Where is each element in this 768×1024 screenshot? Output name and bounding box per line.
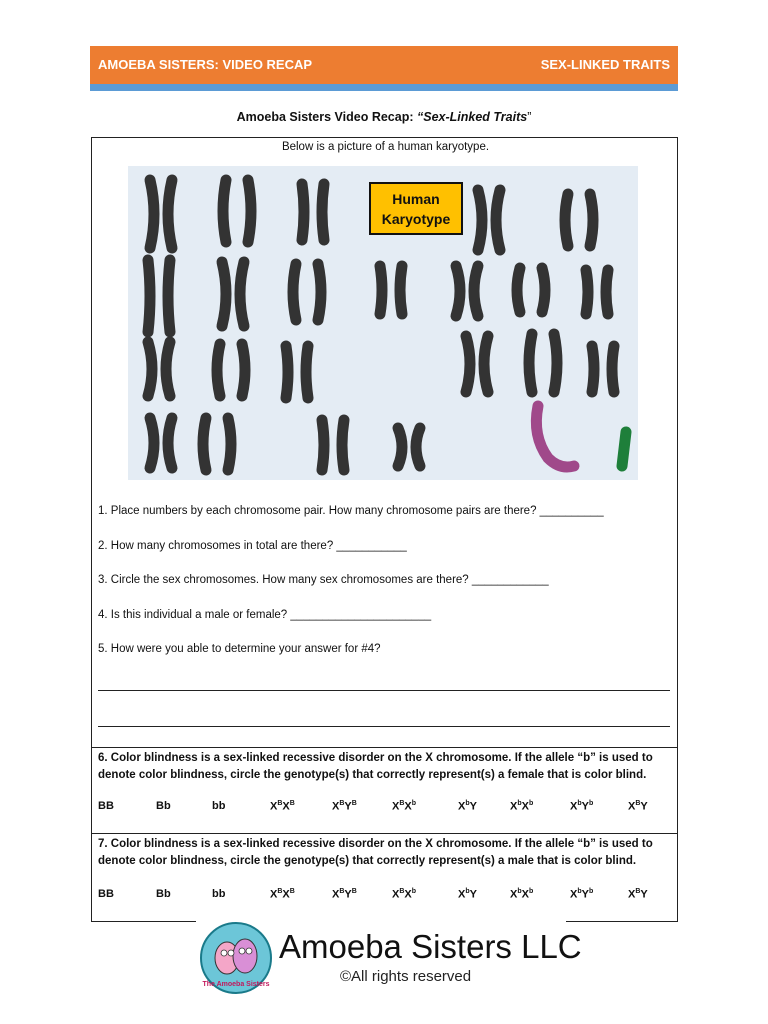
y-chromosome: [622, 432, 626, 466]
genotype-option[interactable]: BB: [98, 800, 114, 812]
header-underline: [90, 84, 678, 91]
chromosome: [612, 346, 614, 392]
karyotype-label: [370, 183, 462, 234]
chromosome: [242, 344, 245, 396]
karyotype-section: [91, 137, 678, 748]
question-5: 5. How were you able to determine your answer for #4?: [98, 643, 381, 655]
genotype-option[interactable]: $X^bX^b$: [510, 888, 534, 901]
chromosome: [416, 428, 420, 466]
chromosome: [293, 264, 296, 320]
logo-text: The Amoeba Sisters: [202, 981, 270, 988]
chromosome: [148, 342, 152, 396]
chromosome: [168, 180, 172, 248]
header-left-title: AMOEBA SISTERS: VIDEO RECAP: [98, 57, 313, 72]
genotype-option[interactable]: $X^BX^B$: [270, 800, 295, 813]
chromosome: [217, 344, 220, 396]
chromosome: [150, 180, 154, 248]
chromosome: [400, 266, 402, 314]
chromosome: [168, 418, 172, 468]
genotype-option[interactable]: $X^BX^b$: [392, 800, 417, 813]
chromosome: [565, 194, 568, 246]
genotype-option[interactable]: $X^BX^B$: [270, 888, 295, 901]
karyotype-image: [128, 166, 638, 480]
genotype-option[interactable]: $X^BY$: [628, 800, 648, 813]
chromosome: [466, 336, 470, 392]
chromosome: [342, 420, 344, 470]
genotype-option[interactable]: $X^bY$: [458, 888, 477, 901]
chromosome: [529, 334, 532, 392]
chromosome: [222, 262, 226, 326]
answer-line-2[interactable]: [98, 726, 670, 727]
genotype-option[interactable]: $X^BY$: [628, 888, 648, 901]
chromosome: [228, 418, 231, 470]
label-line-2: Karyotype: [381, 211, 451, 227]
genotype-option[interactable]: Bb: [156, 888, 171, 900]
chromosome: [240, 262, 244, 326]
chromosome: [517, 268, 520, 312]
genotype-option[interactable]: $X^BY^B$: [332, 888, 357, 901]
genotype-option[interactable]: $X^bY$: [458, 800, 477, 813]
question-2: 2. How many chromosomes in total are there? ___________: [98, 540, 407, 552]
genotype-option[interactable]: $X^bY^b$: [570, 888, 594, 901]
label-line-1: Human: [392, 191, 440, 207]
chromosome: [302, 184, 304, 240]
question-7-text: 7. Color blindness is a sex-linked recessive disorder on the X chromosome. If the allele “b” is used to denote color blindness, circle the genotype(s) that correctly represent(s) a male that is color blind.: [98, 838, 653, 867]
chromosome: [322, 184, 324, 240]
chromosome: [586, 270, 588, 314]
footer-company-name: Amoeba Sisters LLC: [279, 928, 582, 965]
chromosome: [248, 180, 251, 242]
chromosome: [306, 346, 308, 398]
chromosome: [148, 260, 150, 332]
genotype-option[interactable]: $X^bX^b$: [510, 800, 534, 813]
chromosome: [286, 346, 288, 398]
header-bar: [90, 46, 678, 84]
chromosome: [496, 190, 500, 250]
section-border-right: [566, 921, 678, 922]
question-3: 3. Circle the sex chromosomes. How many sex chromosomes are there? ____________: [98, 574, 549, 586]
x-chromosome: [536, 406, 574, 467]
genotype-option[interactable]: bb: [212, 888, 226, 900]
karyotype-caption: Below is a picture of a human karyotype.: [281, 141, 490, 153]
chromosome: [223, 180, 226, 242]
header-right-title: SEX-LINKED TRAITS: [540, 57, 670, 72]
chromosome: [554, 334, 557, 392]
chromosome: [456, 266, 460, 316]
chromosome: [398, 428, 402, 466]
chromosome: [478, 190, 482, 250]
chromosome: [166, 342, 170, 396]
chromosome: [592, 346, 594, 392]
chromosome: [590, 194, 593, 246]
document-title: Amoeba Sisters Video Recap: “Sex-Linked Traits”: [236, 110, 532, 124]
chromosome: [474, 266, 478, 316]
genotype-option[interactable]: $X^BY^B$: [332, 800, 357, 813]
chromosome: [606, 270, 608, 314]
genotype-option[interactable]: Bb: [156, 800, 171, 812]
chromosome: [322, 420, 324, 470]
question-4: 4. Is this individual a male or female? ______________________: [98, 609, 432, 621]
chromosome: [380, 266, 382, 314]
amoeba-sisters-logo: [200, 922, 272, 994]
question-6-text: 6. Color blindness is a sex-linked recessive disorder on the X chromosome. If the allele “b” is used to denote color blindness, circle the genotype(s) that correctly represent(s) a female that is color blind.: [98, 752, 653, 781]
chromosome: [168, 260, 170, 332]
chromosome: [150, 418, 154, 468]
question-6-section: [91, 747, 678, 834]
genotype-option[interactable]: $X^bY^b$: [570, 800, 594, 813]
question-7-section: [91, 833, 678, 922]
footer-rights: ©All rights reserved: [340, 968, 472, 985]
genotype-option[interactable]: BB: [98, 888, 114, 900]
chromosome: [203, 418, 206, 470]
chromosome: [484, 336, 488, 392]
chromosome: [318, 264, 321, 320]
chromosome: [542, 268, 545, 312]
section-border-left: [91, 921, 196, 922]
karyotype-svg: [128, 166, 638, 480]
answer-line-1[interactable]: [98, 690, 670, 691]
genotype-option[interactable]: bb: [212, 800, 226, 812]
question-1: 1. Place numbers by each chromosome pair. How many chromosome pairs are there? __________: [98, 505, 604, 517]
genotype-option[interactable]: $X^BX^b$: [392, 888, 417, 901]
